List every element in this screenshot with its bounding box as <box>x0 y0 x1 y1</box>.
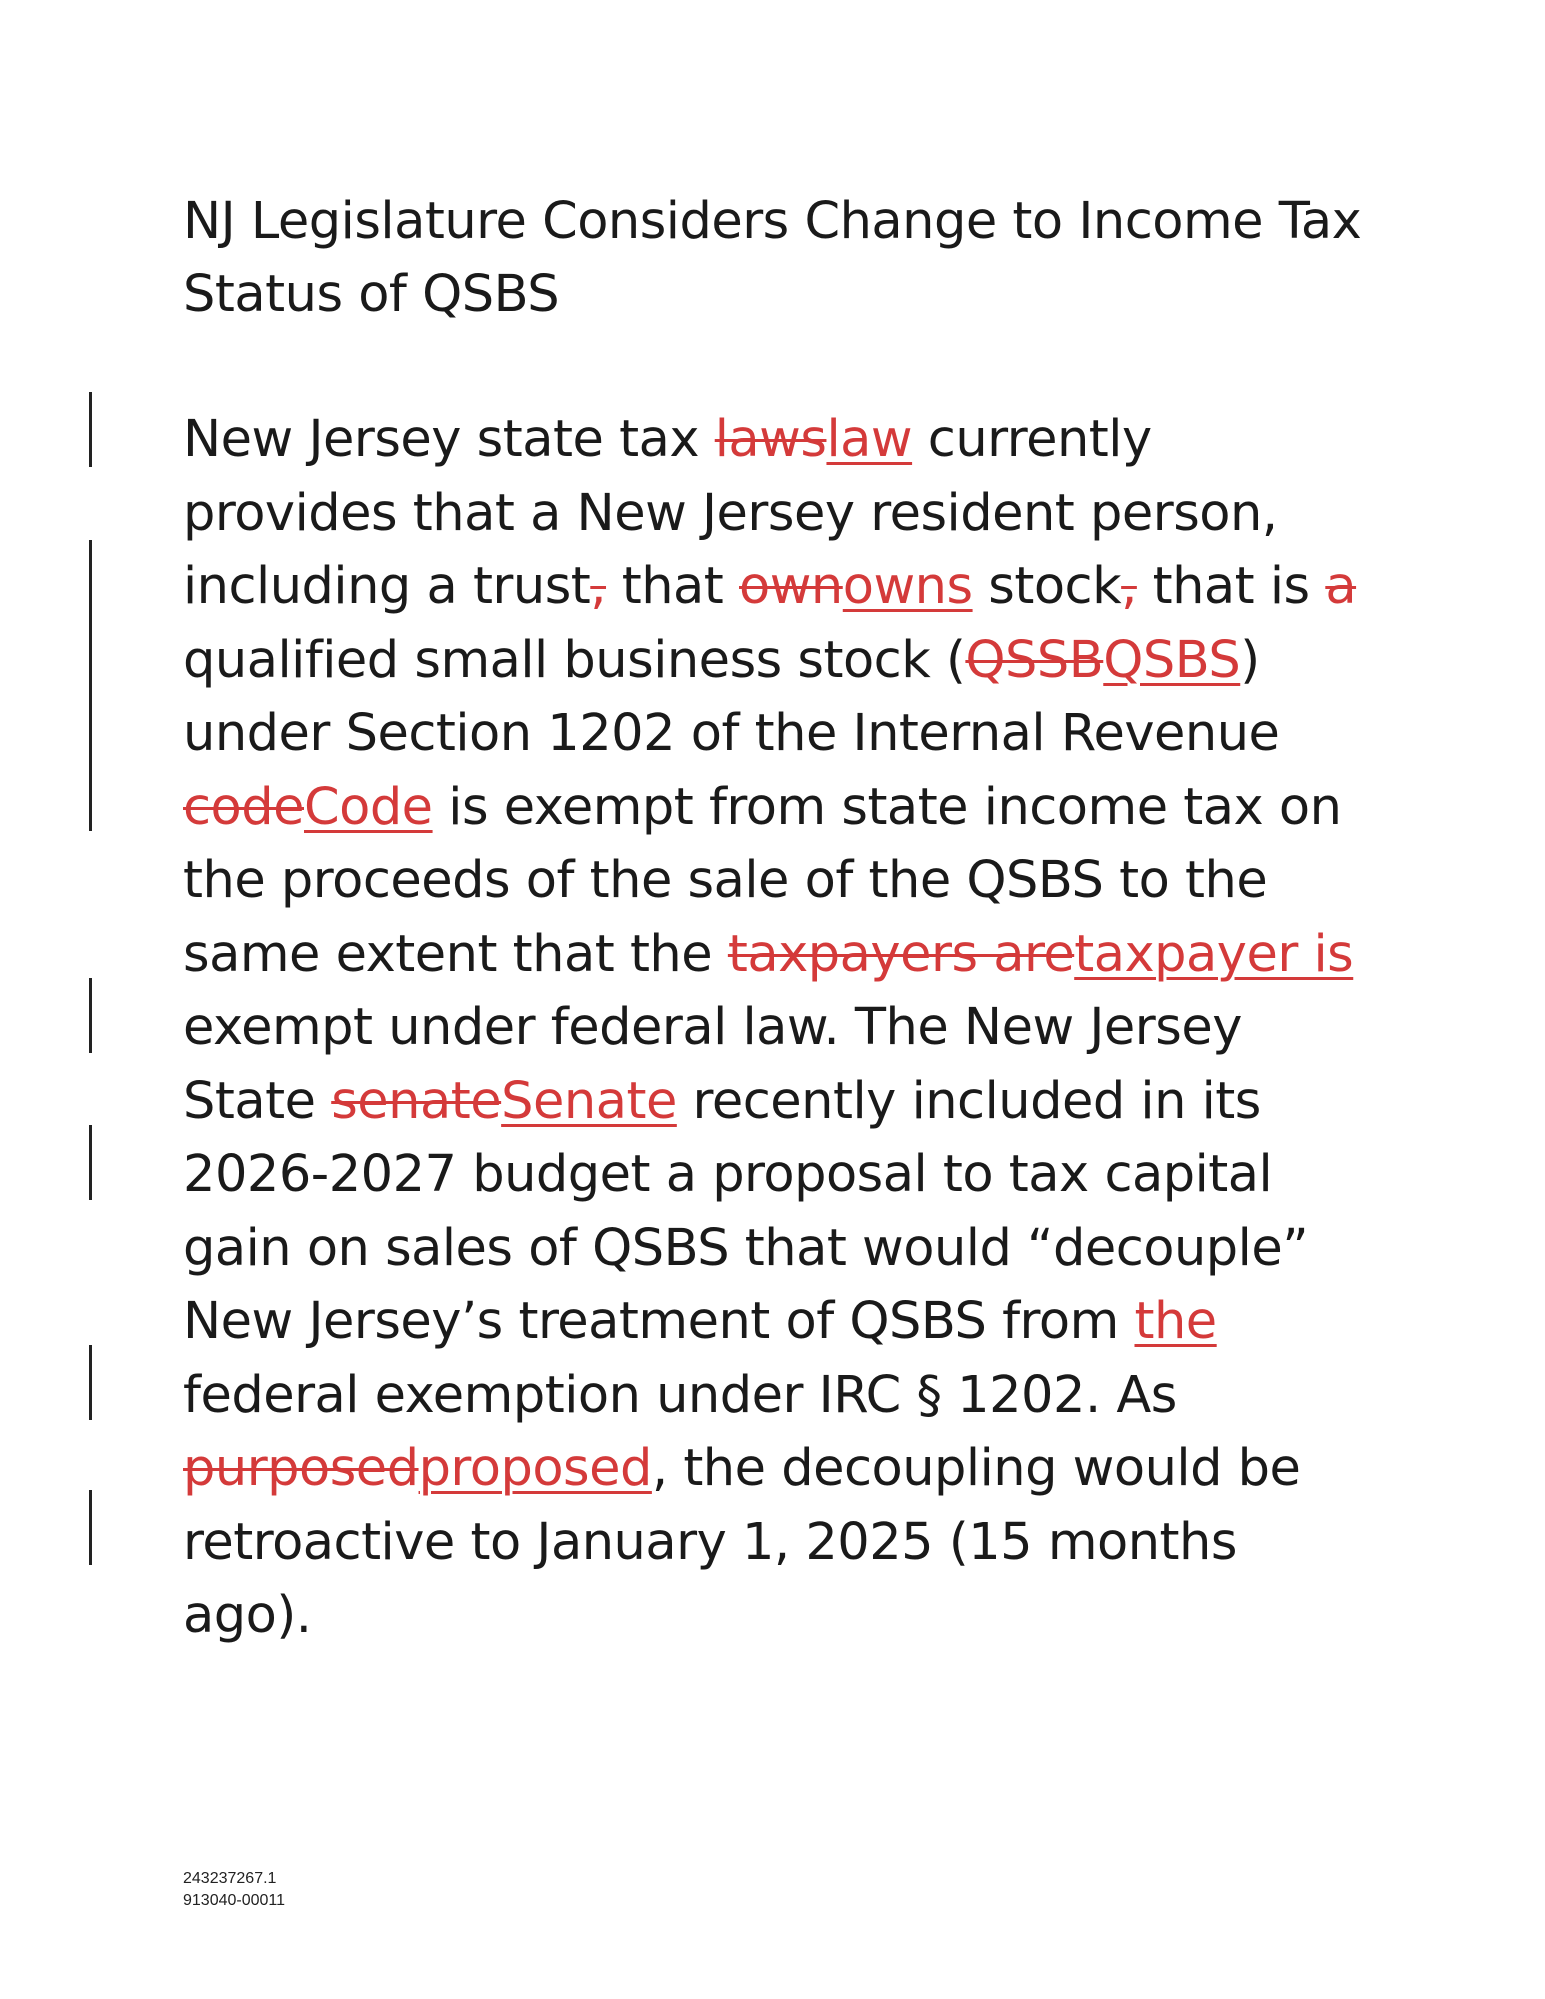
segment: New Jersey state tax <box>183 410 715 469</box>
segment: exempt under federal law. The New Jersey State <box>183 998 1242 1131</box>
deleted-text: , <box>590 557 607 616</box>
change-bar <box>89 540 92 831</box>
deleted-text: QSSB <box>965 630 1104 690</box>
segment: is exempt from state income tax on the proceeds of the sale of the QSBS to the same extent that the <box>183 777 1342 984</box>
deleted-text: code <box>183 777 304 837</box>
change-bar <box>89 1490 92 1565</box>
segment: ) under Section 1202 of the Internal Revenue <box>183 630 1280 763</box>
segment: stock <box>972 557 1122 616</box>
change-bar <box>89 1125 92 1200</box>
change-bar <box>89 1345 92 1420</box>
deleted-text: own <box>739 557 843 616</box>
segment: qualified small business stock ( <box>183 630 966 690</box>
change-bar <box>89 392 92 467</box>
inserted-text: Senate <box>501 1071 677 1131</box>
segment: recently included in its 2026-2027 budget a proposal to tax capital gain on sales of QSBS that would “decouple” New Jersey’s treatment of QSBS from <box>183 1071 1309 1351</box>
segment: , the decoupling would be retroactive to January 1, 2025 (15 months ago). <box>183 1439 1301 1645</box>
deleted-text: senate <box>331 1071 502 1131</box>
body-paragraph <box>183 403 1363 1653</box>
segment: currently provides that a New Jersey resident person, including a trust <box>183 410 1278 616</box>
inserted-text: proposed <box>418 1439 652 1498</box>
document-title: NJ Legislature Considers Change to Income Tax Status of QSBS <box>183 192 1362 324</box>
inserted-text: Code <box>304 777 433 837</box>
inserted-text: law <box>826 410 913 469</box>
deleted-text: , <box>1121 557 1137 616</box>
inserted-text: taxpayer is <box>1074 924 1354 984</box>
segment: that <box>606 557 740 616</box>
segment: federal exemption under IRC § 1202. As <box>183 1365 1177 1425</box>
inserted-text: QSBS <box>1103 630 1241 690</box>
matter-number: 913040-00011 <box>183 1892 286 1909</box>
deleted-text: purposed <box>183 1439 419 1498</box>
change-bar <box>89 978 92 1053</box>
doc-number: 243237267.1 <box>183 1870 277 1887</box>
document-footer <box>183 1868 285 1912</box>
deleted-text: laws <box>714 410 827 469</box>
inserted-text: owns <box>842 557 973 616</box>
deleted-text: taxpayers are <box>727 924 1075 984</box>
deleted-text: a <box>1325 557 1357 616</box>
segment: that is <box>1136 557 1326 616</box>
inserted-text: the <box>1134 1292 1217 1351</box>
